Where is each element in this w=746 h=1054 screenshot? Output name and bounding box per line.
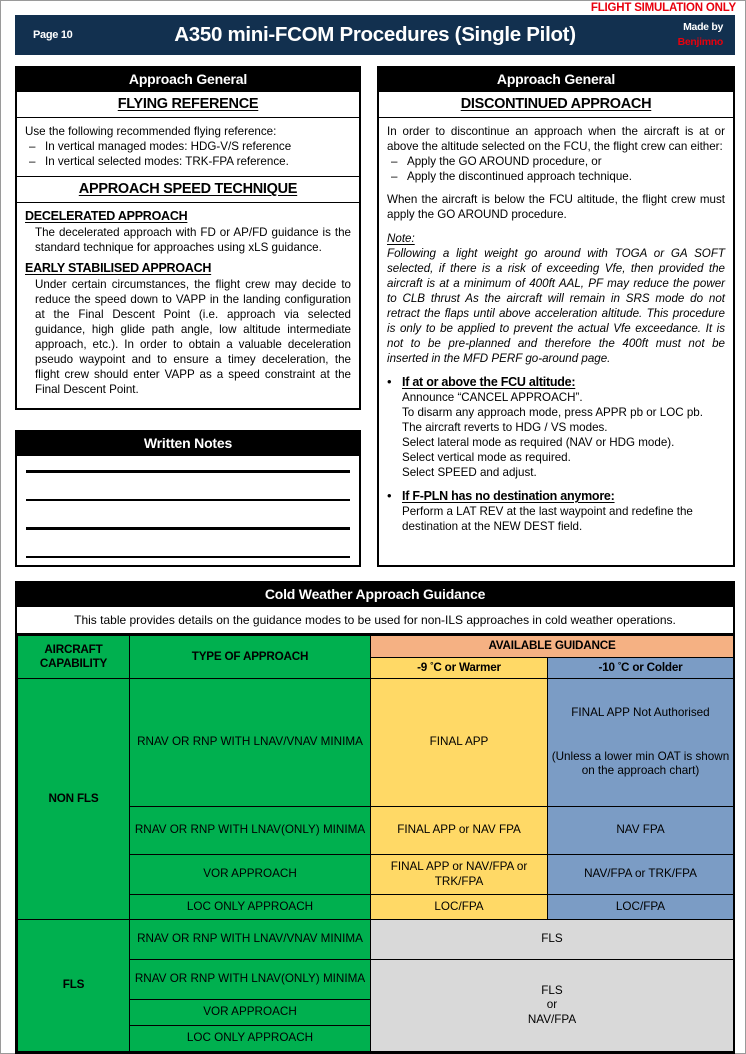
cold-weather-approach-guidance-card	[15, 581, 735, 1054]
guidance-warm: FINAL APP	[371, 679, 548, 807]
bullet-heading: If F-PLN has no destination anymore:	[402, 489, 615, 503]
made-by-label: Made by	[683, 21, 723, 33]
approach-speed-technique-title: APPROACH SPEED TECHNIQUE	[17, 177, 359, 203]
note-label: Note:	[387, 232, 415, 245]
procedure-line: Select vertical mode as required.	[402, 451, 571, 464]
bullet-heading: If at or above the FCU altitude:	[402, 375, 576, 389]
left-card-header: Approach General	[17, 68, 359, 92]
decelerated-approach-text: The decelerated approach with FD or AP/FD guidance is the standard technique for approaches using xLS guidance.	[35, 226, 351, 254]
approach-type: RNAV OR RNP WITH LNAV/VNAV MINIMA	[130, 679, 371, 807]
dash-marker: –	[29, 140, 36, 153]
list-item-label: In vertical selected modes: TRK-FPA reference.	[45, 155, 289, 168]
bullet-fpln-no-destination	[387, 489, 725, 504]
flying-reference-body	[17, 118, 359, 177]
right-card-header: Approach General	[379, 68, 733, 92]
cold-weather-caption: This table provides details on the guidance modes to be used for non-ILS approaches in cold weather operations.	[17, 607, 733, 635]
written-notes-header: Written Notes	[17, 432, 359, 456]
guidance-merged-fls-or-navfpa: FLS or NAV/FPA	[371, 960, 734, 1052]
page-number: Page 10	[33, 29, 73, 41]
procedure-line: The aircraft reverts to HDG / VS modes.	[402, 421, 608, 434]
guidance-warm: LOC/FPA	[371, 895, 548, 920]
approach-type: LOC ONLY APPROACH	[130, 1026, 371, 1052]
approach-type: RNAV OR RNP WITH LNAV(ONLY) MINIMA	[130, 960, 371, 1000]
discontinued-approach-title: DISCONTINUED APPROACH	[379, 92, 733, 118]
guidance-cold: FINAL APP Not Authorised (Unless a lower min OAT is shown on the approach chart)	[548, 679, 734, 807]
note-text: Following a light weight go around with TOGA or GA SOFT selected, if there is a risk of exceeding Vfe, then provided the aircraft is at a minimum of 400ft AAL, PF may reduce the power to CLB thrust As the aircraft will remain in SRS mode do not retract the flaps until above acceleration altitude. This procedure is only to be applied to prevent the actual Vfe exceedance. It is not to be pre-planned and therefore the 400ft must not be inserted in the MFD PERF go-around page.	[387, 247, 725, 365]
procedure-line: Select lateral mode as required (NAV or HDG mode).	[402, 436, 675, 449]
author-name: Benjimno	[677, 36, 723, 48]
list-item	[25, 154, 351, 169]
approach-general-left-card	[15, 66, 361, 410]
early-stabilised-approach-heading: EARLY STABILISED APPROACH	[25, 261, 212, 275]
cold-weather-header: Cold Weather Approach Guidance	[17, 583, 733, 607]
note-line[interactable]	[26, 527, 350, 530]
approach-type: RNAV OR RNP WITH LNAV/VNAV MINIMA	[130, 920, 371, 960]
bullet-icon: •	[387, 488, 392, 503]
approach-type: VOR APPROACH	[130, 1000, 371, 1026]
list-item	[387, 154, 725, 169]
note-block	[387, 231, 725, 366]
cold-weather-table	[17, 635, 734, 1052]
title-bar	[15, 15, 735, 55]
table-row	[18, 920, 734, 960]
guidance-cold: NAV/FPA or TRK/FPA	[548, 855, 734, 895]
procedure-line: To disarm any approach mode, press APPR pb or LOC pb.	[402, 406, 703, 419]
guidance-warm: FINAL APP or NAV FPA	[371, 807, 548, 855]
guidance-warm: FINAL APP or NAV/FPA or TRK/FPA	[371, 855, 548, 895]
list-item	[387, 169, 725, 184]
dash-marker: –	[391, 155, 398, 168]
approach-type: RNAV OR RNP WITH LNAV(ONLY) MINIMA	[130, 807, 371, 855]
list-item-label: Apply the GO AROUND procedure, or	[407, 155, 602, 168]
bullet-fcu-altitude-lines	[387, 390, 725, 480]
written-notes-card	[15, 430, 361, 567]
list-item	[25, 139, 351, 154]
flight-simulation-notice: FLIGHT SIMULATION ONLY	[590, 2, 736, 14]
page-title: A350 mini-FCOM Procedures (Single Pilot)	[174, 23, 576, 46]
header-temp-warm: -9 °C or Warmer	[371, 657, 548, 679]
guidance-cold: NAV FPA	[548, 807, 734, 855]
early-stabilised-approach-text: Under certain circumstances, the flight crew may decide to reduce the speed down to VAPP in the landing configuration at the Final Descent Point (i.e. approach via selected guidance, high glide path angle, low altitude intermediate approach, etc.). In order to obtain a valuable deceleration pseudo waypoint and to ensure a timey deceleration, the flight crew should enter VAPP as a speed constraint at the Final Descent Point.	[35, 278, 351, 396]
header-aircraft-capability: AIRCRAFT CAPABILITY	[18, 636, 130, 679]
flying-reference-list	[25, 139, 351, 169]
guidance-cold: LOC/FPA	[548, 895, 734, 920]
guidance-merged-fls: FLS	[371, 920, 734, 960]
approach-speed-technique-body	[17, 203, 359, 404]
bullet-icon: •	[387, 374, 392, 389]
discontinued-options-list	[387, 154, 725, 184]
list-item-label: In vertical managed modes: HDG-V/S reference	[45, 140, 292, 153]
flying-reference-intro: Use the following recommended flying reference:	[25, 125, 277, 138]
approach-type: VOR APPROACH	[130, 855, 371, 895]
discontinued-intro: In order to discontinue an approach when the aircraft is at or above the altitude selected on the FCU, the flight crew can either:	[387, 125, 725, 153]
header-type-of-approach: TYPE OF APPROACH	[130, 636, 371, 679]
capability-non-fls: NON FLS	[18, 679, 130, 920]
capability-fls: FLS	[18, 920, 130, 1052]
note-line[interactable]	[26, 556, 350, 559]
note-line[interactable]	[26, 499, 350, 502]
dash-marker: –	[29, 155, 36, 168]
written-notes-lines[interactable]	[17, 456, 359, 558]
note-line[interactable]	[26, 470, 350, 473]
bullet-fcu-altitude	[387, 375, 725, 390]
decelerated-approach-heading: DECELERATED APPROACH	[25, 209, 188, 223]
header-temp-cold: -10 °C or Colder	[548, 657, 734, 679]
table-header-row	[18, 636, 734, 658]
made-by-credit	[678, 20, 723, 50]
approach-type: LOC ONLY APPROACH	[130, 895, 371, 920]
procedure-line: Select SPEED and adjust.	[402, 466, 537, 479]
below-fcu-text: When the aircraft is below the FCU altitude, the flight crew must apply the GO AROUND procedure.	[387, 193, 725, 221]
flying-reference-title: FLYING REFERENCE	[17, 92, 359, 118]
list-item-label: Apply the discontinued approach technique.	[407, 170, 632, 183]
procedure-line: Announce “CANCEL APPROACH”.	[402, 391, 583, 404]
table-row	[18, 679, 734, 807]
header-available-guidance: AVAILABLE GUIDANCE	[371, 636, 734, 658]
bullet-fpln-text: Perform a LAT REV at the last waypoint and redefine the destination at the NEW DEST field.	[402, 505, 693, 533]
dash-marker: –	[391, 170, 398, 183]
discontinued-approach-body	[379, 118, 733, 541]
approach-general-right-card	[377, 66, 735, 567]
